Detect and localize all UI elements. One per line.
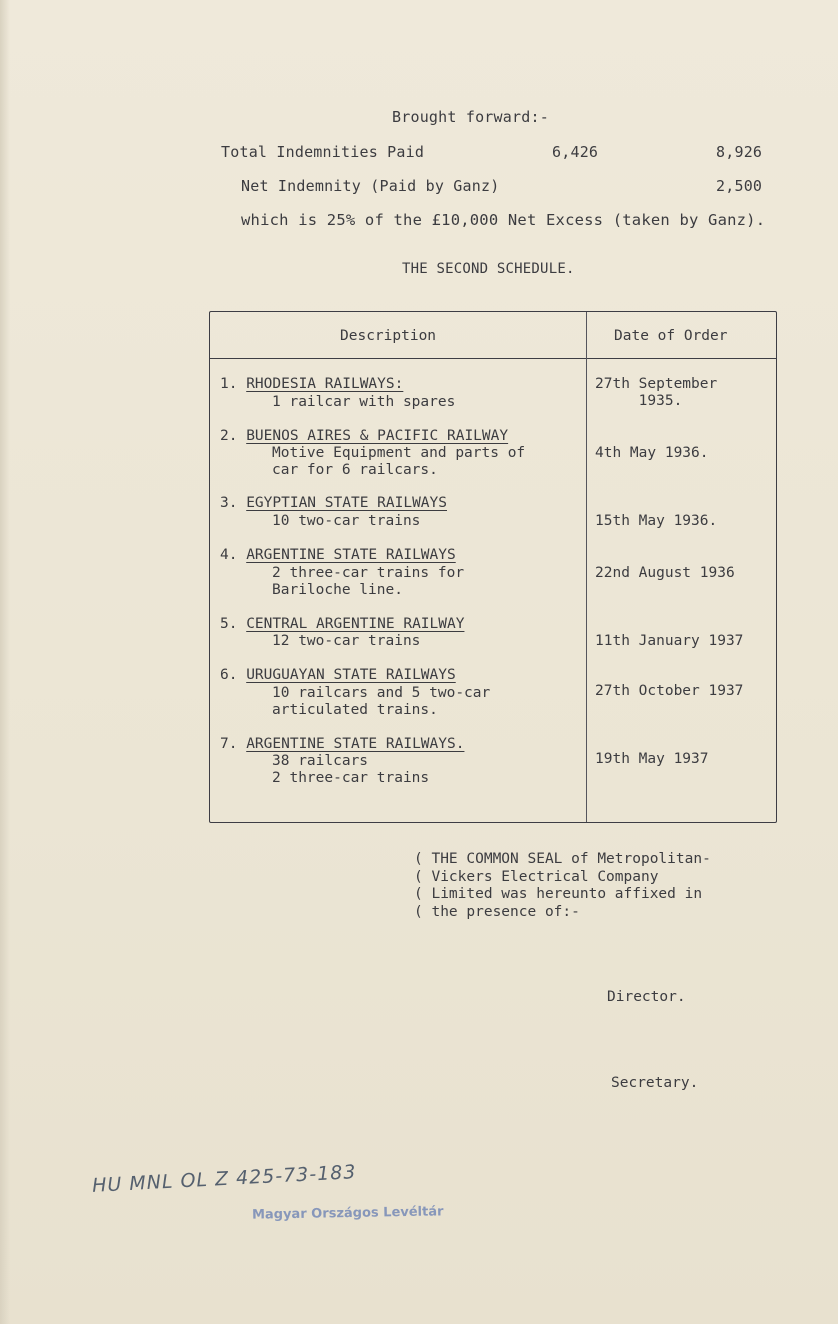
row-date: 11th January 1937: [595, 633, 744, 649]
railway-name: RHODESIA RAILWAYS:: [246, 376, 404, 392]
row-date: 27th October 1937: [595, 683, 744, 699]
table-row-title: [220, 495, 447, 511]
total-indemnities-col1: 6,426: [552, 143, 599, 161]
row-number: 3.: [220, 495, 238, 511]
row-detail: 38 railcars 2 three-car trains: [272, 753, 430, 786]
row-detail: 10 two-car trains: [272, 513, 421, 529]
row-date: 27th September 1935.: [595, 376, 718, 409]
header-divider: [210, 358, 776, 359]
table-row-title: [220, 547, 456, 563]
table-row-title: [220, 667, 456, 683]
total-indemnities-label: Total Indemnities Paid: [221, 143, 425, 161]
row-number: 1.: [220, 376, 238, 392]
railway-name: CENTRAL ARGENTINE RAILWAY: [246, 616, 465, 632]
column-divider: [586, 312, 587, 822]
net-indemnity-value: 2,500: [716, 177, 763, 195]
row-number: 7.: [220, 736, 238, 752]
railway-name: ARGENTINE STATE RAILWAYS: [246, 547, 456, 563]
net-indemnity-label: Net Indemnity (Paid by Ganz): [241, 177, 500, 195]
row-date: 4th May 1936.: [595, 445, 709, 461]
railway-name: ARGENTINE STATE RAILWAYS.: [246, 736, 465, 752]
secretary-signature-line: Secretary.: [611, 1075, 699, 1091]
row-date: 15th May 1936.: [595, 513, 718, 529]
brought-forward: Brought forward:-: [392, 108, 549, 126]
header-date-of-order: Date of Order: [614, 328, 728, 344]
row-detail: 12 two-car trains: [272, 633, 421, 649]
table-row-title: [220, 736, 464, 752]
row-number: 2.: [220, 428, 238, 444]
row-detail: 10 railcars and 5 two-car articulated trains.: [272, 685, 491, 718]
row-date: 19th May 1937: [595, 751, 709, 767]
row-number: 5.: [220, 616, 238, 632]
table-row-title: [220, 616, 464, 632]
schedule-title: THE SECOND SCHEDULE.: [402, 261, 575, 277]
archive-stamp: Magyar Országos Levéltár: [251, 1204, 444, 1223]
excess-note: which is 25% of the £10,000 Net Excess (taken by Ganz).: [241, 211, 766, 229]
table-row-title: [220, 428, 508, 444]
row-date: 22nd August 1936: [595, 565, 735, 581]
archive-reference-handwritten: HU MNL OL Z 425-73-183: [91, 1161, 357, 1197]
common-seal-text: ( THE COMMON SEAL of Metropolitan- ( Vickers Electrical Company ( Limited was hereunto affixed in ( the presence of:-: [414, 851, 711, 920]
page-edge-shadow: [0, 0, 10, 1324]
header-description: Description: [340, 328, 437, 344]
railway-name: EGYPTIAN STATE RAILWAYS: [246, 495, 447, 511]
schedule-table: [209, 311, 777, 823]
row-number: 6.: [220, 667, 238, 683]
table-row-title: [220, 376, 403, 392]
row-detail: Motive Equipment and parts of car for 6 railcars.: [272, 445, 526, 478]
director-signature-line: Director.: [607, 989, 686, 1005]
railway-name: URUGUAYAN STATE RAILWAYS: [246, 667, 456, 683]
row-detail: 1 railcar with spares: [272, 394, 456, 410]
row-number: 4.: [220, 547, 238, 563]
railway-name: BUENOS AIRES & PACIFIC RAILWAY: [246, 428, 509, 444]
total-indemnities-col2: 8,926: [716, 143, 763, 161]
row-detail: 2 three-car trains for Bariloche line.: [272, 565, 465, 598]
